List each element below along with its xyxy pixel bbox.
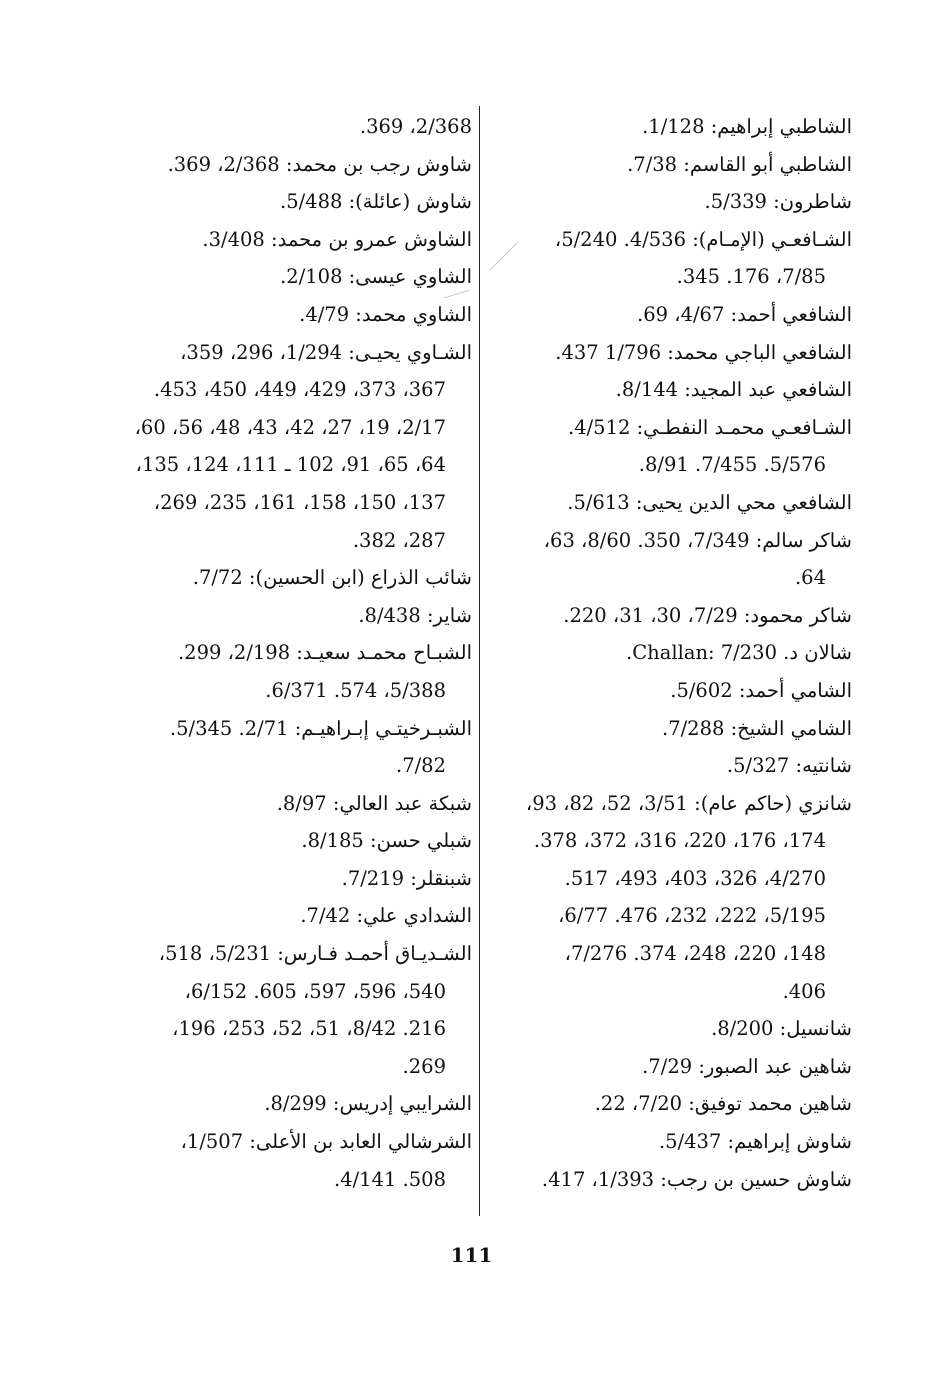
entry-continuation-line: 406. — [782, 979, 826, 1003]
entry-line: الشافعي عبد المجيد: 8/144. — [615, 378, 852, 402]
entry-continuation-line: 7/85، 176. 345. — [676, 265, 826, 289]
index-entry — [110, 597, 472, 635]
entry-line: شاكر محمود: 7/29، 30، 31، 220. — [563, 603, 852, 627]
entry-line: الشاطبي إبراهيم: 1/128. — [642, 115, 852, 138]
index-entry — [492, 334, 852, 372]
entry-line: شالان د. Challan: 7/230. — [626, 641, 852, 665]
entry-line: الشامي أحمد: 5/602. — [670, 678, 852, 702]
entry-continuation-line: 216. 8/42، 51، 52، 253، 196، — [172, 1017, 446, 1041]
index-entry — [492, 484, 852, 522]
entry-line: شائب الذراع (ابن الحسين): 7/72. — [192, 566, 472, 590]
entry-continuation-line: 367، 373، 429، 449، 450، 453. — [153, 378, 446, 402]
index-entry — [492, 146, 852, 184]
entry-line: شاوش حسين بن رجب: 1/393، 417. — [541, 1167, 852, 1191]
entry-line: الشرشالي العابد بن الأعلى: 1/507، — [180, 1130, 472, 1154]
index-entry — [492, 296, 852, 334]
index-entry — [492, 108, 852, 146]
index-entry — [492, 747, 852, 785]
index-entry — [110, 296, 472, 334]
entry-continuation-line: 64. — [794, 566, 826, 590]
index-entry — [110, 822, 472, 860]
page-number: 111 — [450, 1243, 493, 1267]
index-entry — [110, 1085, 472, 1123]
entry-line: الشاوي عيسى: 2/108. — [280, 265, 472, 289]
entry-line: الشامي الشيخ: 7/288. — [662, 716, 852, 740]
entry-line: الشدادي علي: 7/42. — [300, 904, 472, 928]
index-entry — [110, 146, 472, 184]
index-entry — [110, 334, 472, 560]
entry-line: شبنقلر: 7/219. — [341, 866, 472, 890]
entry-line: شبلي حسن: 8/185. — [301, 829, 472, 853]
entry-continuation-line: 4/270، 326، 403، 493، 517. — [564, 866, 826, 890]
index-entry — [492, 409, 852, 484]
index-entry — [110, 897, 472, 935]
entry-line: شاهين عبد الصبور: 7/29. — [642, 1054, 852, 1078]
entry-line: الشاطبي أبو القاسم: 7/38. — [627, 152, 852, 176]
entry-line: الشبـرخيتـي إبـراهيـم: 2/71. 5/345. — [169, 716, 472, 740]
index-entry — [492, 710, 852, 748]
entry-line: شبكة عبد العالي: 8/97. — [276, 791, 472, 815]
index-entry — [492, 1123, 852, 1161]
entry-continuation-line: 508. 4/141. — [333, 1167, 446, 1191]
index-entry — [492, 1010, 852, 1048]
index-entry — [110, 785, 472, 823]
entry-line: الشافعي الباجي محمد: 1/796 437. — [555, 340, 852, 364]
entry-continuation-line: 7/82. — [396, 754, 446, 778]
index-entry — [110, 183, 472, 221]
index-column-left — [110, 108, 472, 1198]
entry-line: شاير: 8/438. — [358, 603, 472, 627]
pen-mark-scratch — [440, 240, 520, 300]
entry-line: الشرايبي إدريس: 8/299. — [264, 1092, 472, 1116]
entry-line: شانتيه: 5/327. — [726, 754, 852, 778]
entry-continuation-line: 174، 176، 220، 316، 372، 378. — [533, 829, 826, 853]
index-entry — [492, 221, 852, 296]
entry-continuation-line: 137، 150، 158، 161، 235، 269، — [153, 490, 446, 514]
entry-line: الشاوش عمرو بن محمد: 3/408. — [202, 227, 472, 251]
index-entry — [492, 522, 852, 597]
index-entry — [492, 672, 852, 710]
index-entry — [110, 108, 472, 146]
entry-line: شاهين محمد توفيق: 7/20، 22. — [594, 1092, 852, 1116]
index-entry — [110, 634, 472, 709]
entry-line: شاوش رجب بن محمد: 2/368، 369. — [167, 152, 472, 176]
index-entry — [110, 559, 472, 597]
entry-line: شانزي (حاكم عام): 3/51، 52، 82، 93، — [525, 791, 852, 815]
index-entry — [492, 1085, 852, 1123]
entry-line: 2/368، 369. — [359, 115, 472, 138]
index-entry — [110, 1123, 472, 1198]
entry-continuation-line: 5/388، 574. 6/371. — [265, 678, 446, 702]
entry-line: الشافعي أحمد: 4/67، 69. — [637, 302, 852, 326]
index-entry — [110, 710, 472, 785]
entry-continuation-line: 5/576. 7/455. 8/91. — [638, 453, 826, 477]
index-entry — [110, 860, 472, 898]
index-entry — [492, 183, 852, 221]
entry-line: شاوش إبراهيم: 5/437. — [658, 1130, 852, 1154]
entry-continuation-line: 2/17، 19، 27، 42، 43، 48، 56، 60، — [134, 415, 446, 439]
entry-line: شاطرون: 5/339. — [704, 190, 852, 214]
entry-line: الشـافعـي محمـد النفطـي: 4/512. — [568, 415, 852, 439]
index-entry — [492, 1048, 852, 1086]
index-entry — [492, 597, 852, 635]
index-entry — [492, 785, 852, 1011]
index-entry — [110, 258, 472, 296]
entry-continuation-line: 148، 220، 248، 374. 7/276، — [564, 942, 826, 966]
index-entry — [492, 1161, 852, 1199]
index-entry — [110, 935, 472, 1085]
entry-line: الشـافعـي (الإمـام): 4/536. 5/240، — [554, 227, 852, 251]
entry-continuation-line: 5/195، 222، 232، 476. 6/77، — [558, 904, 826, 928]
entry-continuation-line: 64، 65، 91، 102 ـ 111، 124، 135، — [135, 453, 446, 477]
entry-line: الشـديـاق أحمـد فـارس: 5/231، 518، — [158, 942, 472, 966]
index-column-right — [492, 108, 852, 1198]
entry-continuation-line: 287، 382. — [352, 528, 446, 552]
entry-line: الشـاوي يحيـى: 1/294، 296، 359، — [180, 340, 472, 364]
entry-line: شاكر سالم: 7/349، 350. 8/60، 63، — [543, 528, 852, 552]
entry-line: الشاوي محمد: 4/79. — [299, 302, 472, 326]
index-entry — [492, 634, 852, 672]
entry-continuation-line: 540، 596، 597، 605. 6/152، — [184, 979, 446, 1003]
entry-continuation-line: 269. — [402, 1054, 446, 1078]
index-entry — [110, 221, 472, 259]
entry-line: الشافعي محي الدين يحيى: 5/613. — [567, 490, 852, 514]
entry-line: شاوش (عائلة): 5/488. — [279, 190, 472, 214]
entry-line: الشبـاح محمـد سعيـد: 2/198، 299. — [177, 641, 472, 665]
index-entry — [492, 371, 852, 409]
entry-line: شانسيل: 8/200. — [711, 1017, 852, 1041]
